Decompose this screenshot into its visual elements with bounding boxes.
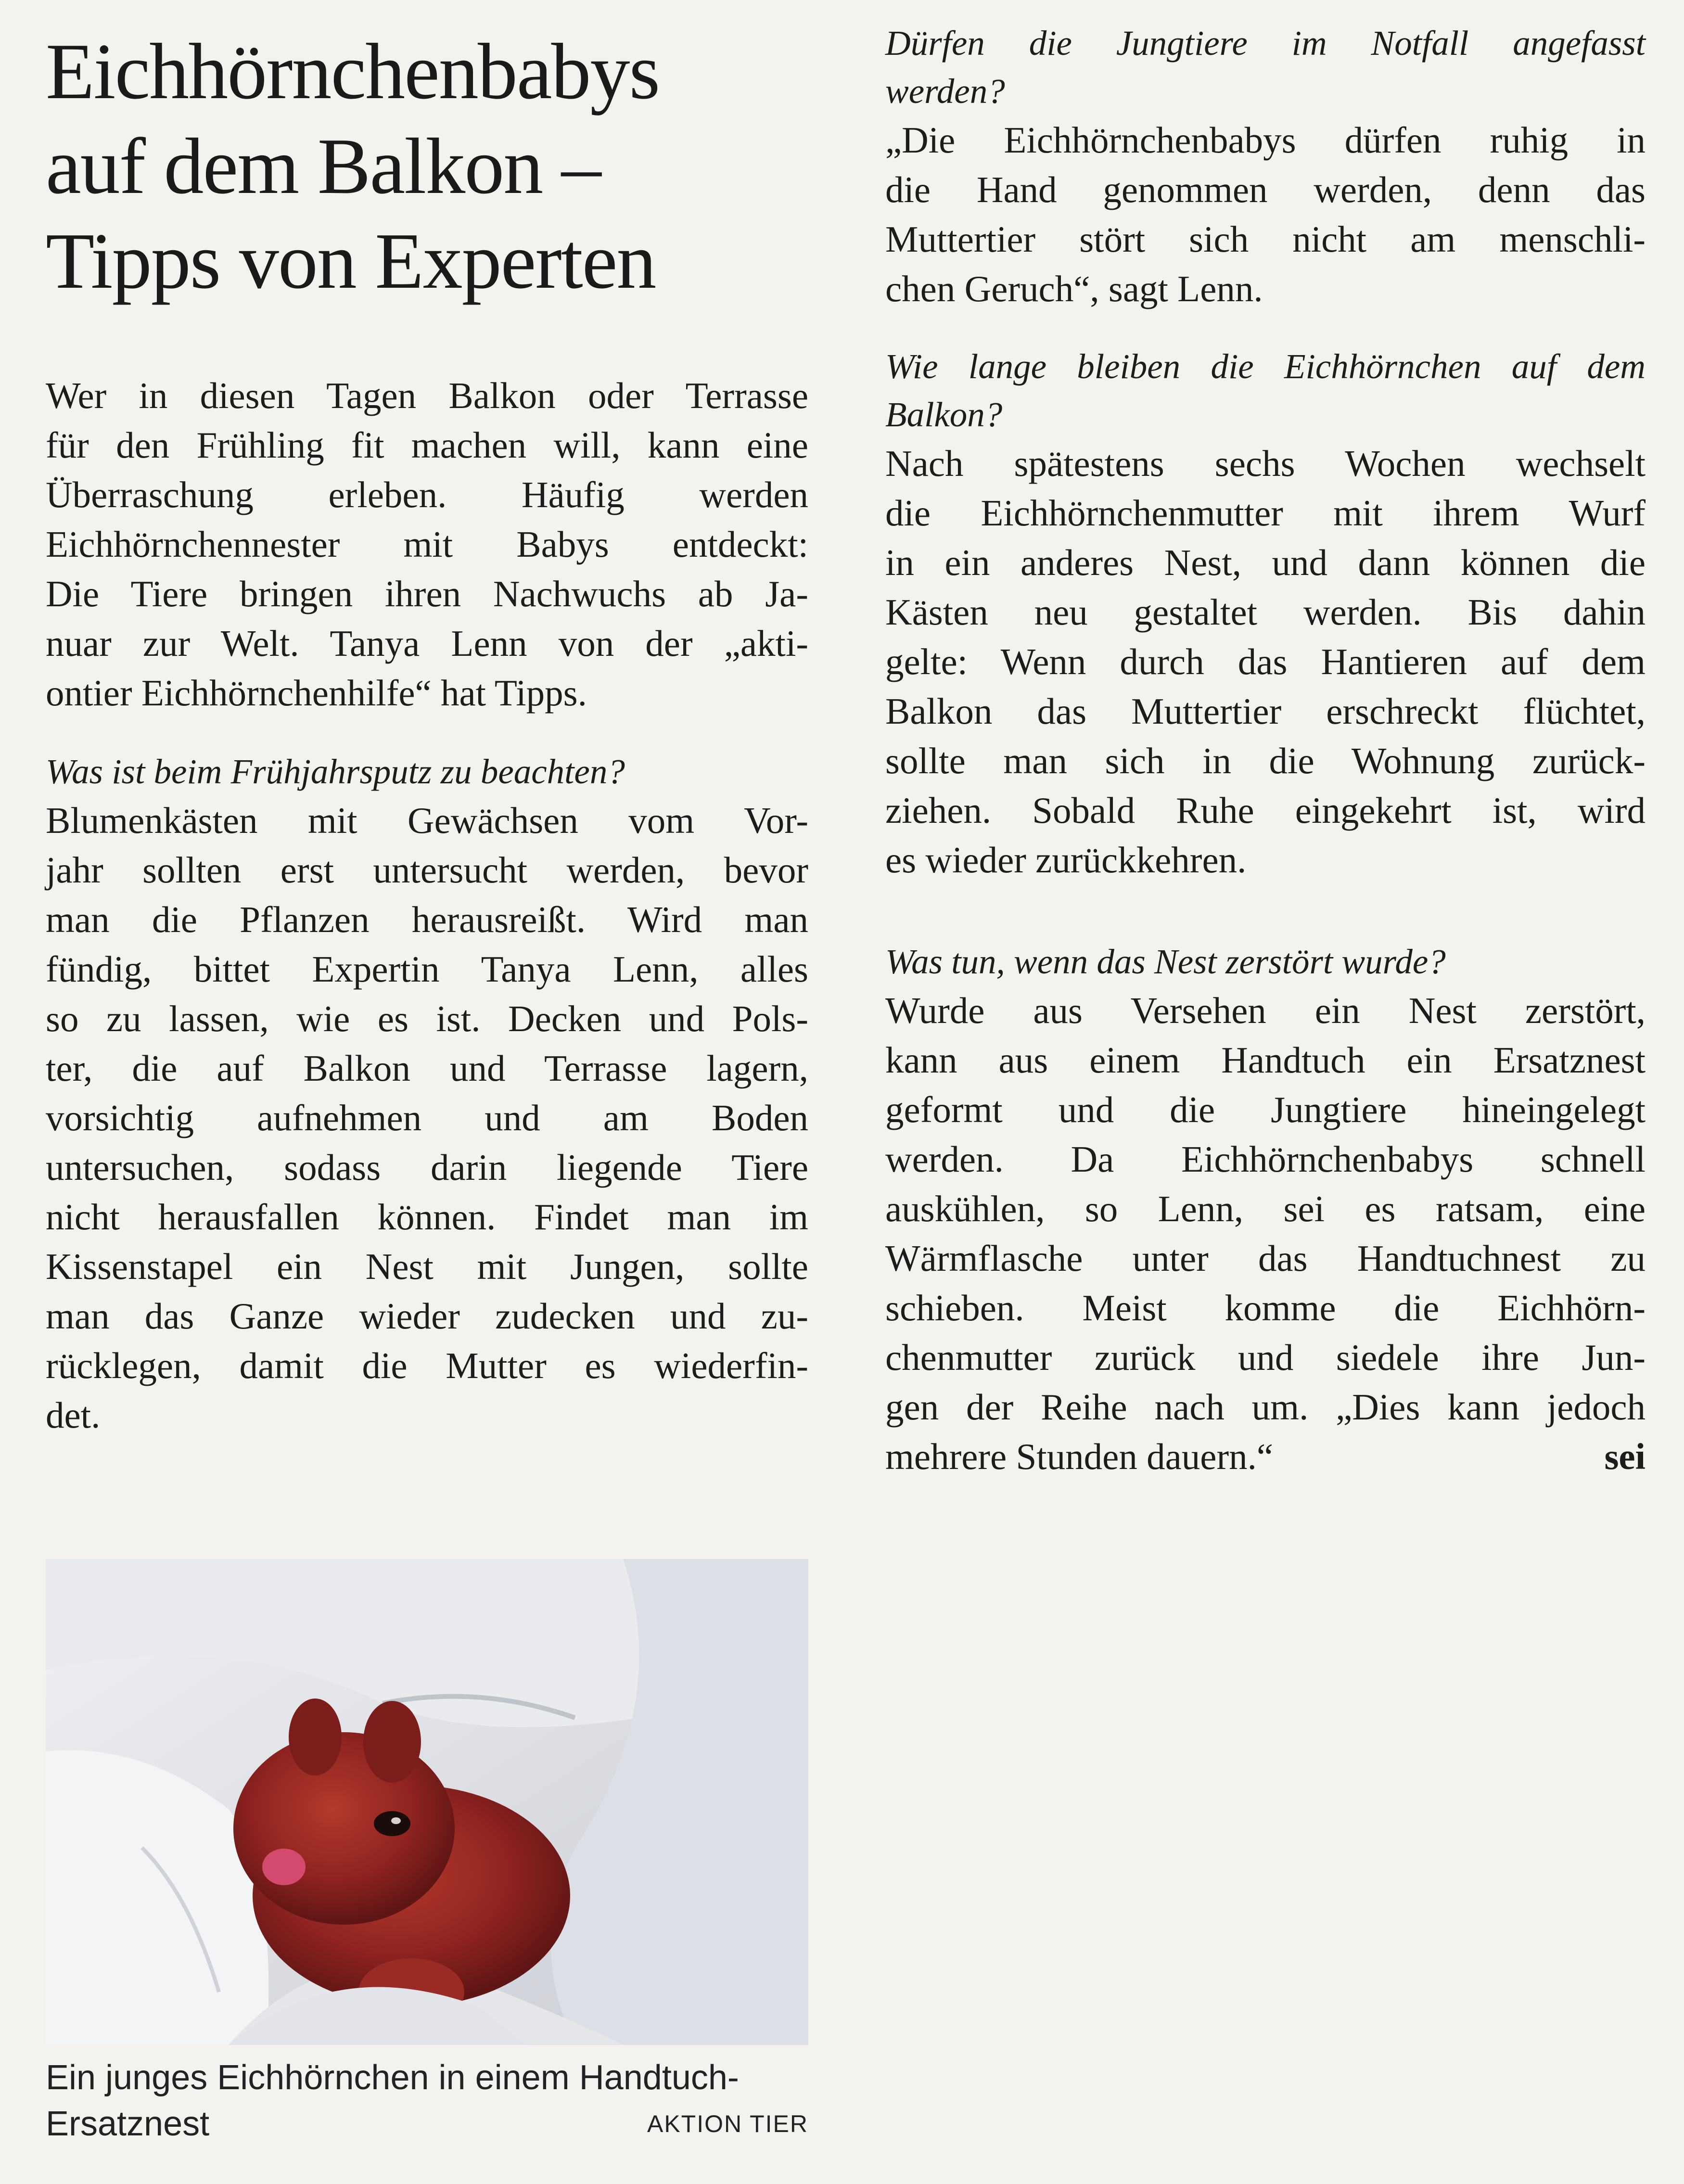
text-line: Kästen neu gestaltet werden. Bis dahin xyxy=(885,591,1646,633)
text-line: ziehen. Sobald Ruhe eingekehrt ist, wird xyxy=(885,790,1646,831)
text-line: Balkon? xyxy=(885,395,1003,434)
text-line: vorsichtig aufnehmen und am Boden xyxy=(46,1097,808,1138)
answer-paragraph xyxy=(885,115,1646,314)
text-line: so zu lassen, wie es ist. Decken und Pols- xyxy=(46,998,808,1039)
text-line: chen Geruch“, sagt Lenn. xyxy=(885,268,1263,309)
text-line: ontier Eichhörnchenhilfe“ hat Tipps. xyxy=(46,672,587,714)
question-heading xyxy=(46,748,808,796)
text-line: es wieder zurückkehren. xyxy=(885,839,1247,881)
text-line: gen der Reihe nach um. „Dies kann jedoch xyxy=(885,1386,1646,1428)
text-line: Muttertier stört sich nicht am menschli- xyxy=(885,218,1646,260)
author-signature: sei xyxy=(1604,1436,1646,1477)
question-heading xyxy=(885,938,1646,986)
text-line: in ein anderes Nest, und dann können die xyxy=(885,542,1646,583)
text-line: Die Tiere bringen ihren Nachwuchs ab Ja- xyxy=(46,573,808,614)
text-line: det. xyxy=(46,1394,101,1436)
text-line: kann aus einem Handtuch ein Ersatznest xyxy=(885,1039,1646,1081)
text-line: ter, die auf Balkon und Terrasse lagern, xyxy=(46,1047,808,1089)
text-line: Was tun, wenn das Nest zerstört wurde? xyxy=(885,942,1446,981)
text-line: Eichhörnchennester mit Babys entdeckt: xyxy=(46,524,808,565)
answer-paragraph xyxy=(46,796,808,1440)
text-line: Nach spätestens sechs Wochen wechselt xyxy=(885,443,1646,484)
text-line: nuar zur Welt. Tanya Lenn von der „akti- xyxy=(46,623,808,664)
caption-line: Ein junges Eichhörnchen in einem Handtuch- xyxy=(46,2058,739,2097)
text-line: Wie lange bleiben die Eichhörnchen auf dem xyxy=(885,347,1646,386)
text-line: für den Frühling fit machen will, kann eine xyxy=(46,424,808,466)
squirrel-photo xyxy=(46,1559,808,2045)
text-line: „Die Eichhörnchenbabys dürfen ruhig in xyxy=(885,119,1646,161)
text-line: sollte man sich in die Wohnung zurück- xyxy=(885,740,1646,781)
text-line: schieben. Meist komme die Eichhörn- xyxy=(885,1287,1646,1328)
text-line: rücklegen, damit die Mutter es wiederfin- xyxy=(46,1345,808,1386)
caption-line: Ersatznest xyxy=(46,2105,210,2143)
question-heading xyxy=(885,19,1646,115)
left-column xyxy=(46,19,808,1440)
text-line: chenmutter zurück und siedele ihre Jun- xyxy=(885,1337,1646,1378)
text-line: Wurde aus Versehen ein Nest zerstört, xyxy=(885,990,1646,1031)
text-line: gelte: Wenn durch das Hantieren auf dem xyxy=(885,641,1646,682)
text-line: Was ist beim Frühjahrsputz zu beachten? xyxy=(46,752,625,791)
photo-credit: AKTION TIER xyxy=(647,2110,808,2137)
text-line: Blumenkästen mit Gewächsen vom Vor- xyxy=(46,800,808,841)
text-line: werden? xyxy=(885,72,1005,111)
text-line: jahr sollten erst untersucht werden, bevor xyxy=(46,849,808,891)
text-line: Wer in diesen Tagen Balkon oder Terrasse xyxy=(46,375,808,416)
text-line: werden. Da Eichhörnchenbabys schnell xyxy=(885,1138,1646,1180)
right-column xyxy=(885,19,1646,1482)
text-line: Kissenstapel ein Nest mit Jungen, sollte xyxy=(46,1246,808,1287)
answer-paragraph xyxy=(885,439,1646,885)
text-line: man die Pflanzen herausreißt. Wird man xyxy=(46,899,808,940)
text-line: untersuchen, sodass darin liegende Tiere xyxy=(46,1147,808,1188)
text-line: Überraschung erleben. Häufig werden xyxy=(46,474,808,515)
text-line: auskühlen, so Lenn, sei es ratsam, eine xyxy=(885,1188,1646,1229)
headline-line: auf dem Balkon – xyxy=(46,122,600,210)
article-headline xyxy=(46,24,808,308)
text-line: fündig, bittet Expertin Tanya Lenn, alles xyxy=(46,948,808,990)
squirrel-in-towel-image xyxy=(46,1559,808,2045)
text-line: Balkon das Muttertier erschreckt flüchtet, xyxy=(885,690,1646,732)
answer-paragraph xyxy=(885,986,1646,1482)
headline-line: Tipps von Experten xyxy=(46,217,656,305)
intro-paragraph xyxy=(46,371,808,718)
text-line: die Eichhörnchenmutter mit ihrem Wurf xyxy=(885,492,1646,534)
text-line xyxy=(885,1432,1646,1482)
photo-caption xyxy=(46,2055,808,2147)
text-line: man das Ganze wieder zudecken und zu- xyxy=(46,1295,808,1337)
text-line: nicht herausfallen können. Findet man im xyxy=(46,1196,808,1238)
text-line-content: mehrere Stunden dauern.“ xyxy=(885,1436,1274,1477)
headline-line: Eichhörnchenbabys xyxy=(46,27,660,115)
text-line: die Hand genommen werden, denn das xyxy=(885,169,1646,210)
text-line: Dürfen die Jungtiere im Notfall angefasst xyxy=(885,24,1646,63)
text-line: geformt und die Jungtiere hineingelegt xyxy=(885,1089,1646,1130)
question-heading xyxy=(885,343,1646,439)
text-line: Wärmflasche unter das Handtuchnest zu xyxy=(885,1238,1646,1279)
